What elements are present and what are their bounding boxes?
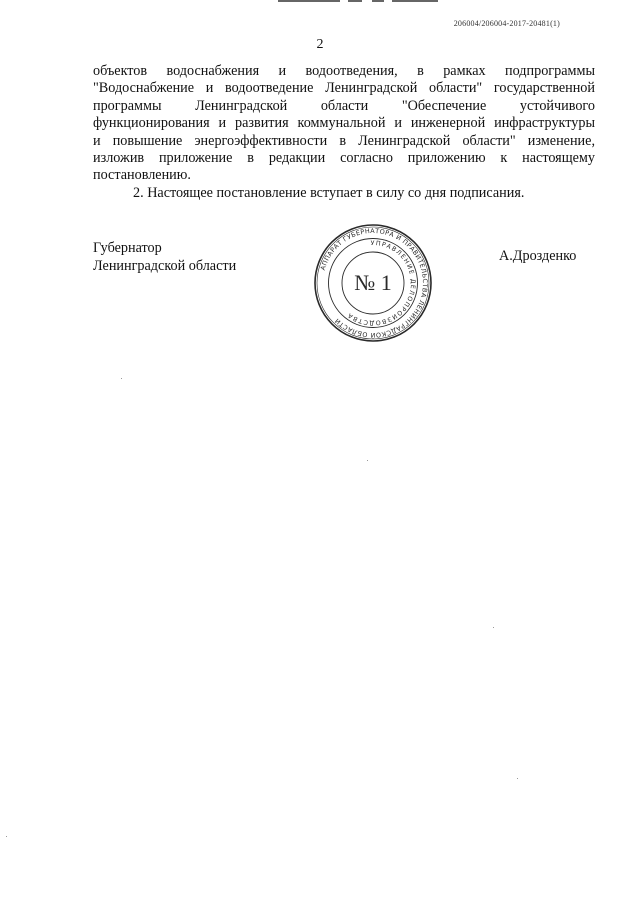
paragraph-1-line: и повышение энергоэффективности в Ленинградской области" изменение, (93, 132, 595, 149)
paragraph-1-line: изложив приложение в редакции согласно приложению к настоящему (93, 149, 595, 166)
page-number: 2 (316, 37, 324, 52)
signatory-position (93, 239, 236, 275)
stamp-center-number: № 1 (354, 270, 392, 295)
document-id: 206004/206004-2017-20481(1) (453, 19, 560, 28)
stamp-inner-text: УПРАВЛЕНИЕ ДЕЛОПРОИЗВОДСТВА (345, 239, 417, 327)
paragraph-1-line: программы Ленинградской области "Обеспечение устойчивого (93, 97, 595, 114)
scan-edge-mark (278, 0, 438, 5)
official-stamp (312, 222, 434, 344)
paragraph-1-line: функционирования и развития коммунальной и инженерной инфраструктуры (93, 115, 595, 132)
paragraph-1-line: постановлению. (93, 167, 191, 184)
signatory-name: А.Дрозденко (499, 248, 577, 264)
paragraph-2: 2. Настоящее постановление вступает в силу со дня подписания. (133, 185, 525, 201)
scan-speck (517, 778, 518, 779)
signatory-position-line: Ленинградской области (93, 258, 237, 274)
scan-speck (6, 836, 7, 837)
scan-speck (493, 627, 494, 628)
paragraph-1-line: "Водоснабжение и водоотведение Ленинградской области" государственной (93, 80, 595, 97)
signatory-position-line: Губернатор (93, 240, 162, 256)
paragraph-1-line: объектов водоснабжения и водоотведения, в рамках подпрограммы (93, 63, 595, 79)
scan-speck (367, 460, 368, 461)
scan-speck (121, 378, 122, 379)
paragraph-1 (93, 63, 595, 185)
stamp-outer-text: АППАРАТ ГУБЕРНАТОРА И ПРАВИТЕЛЬСТВА ЛЕНИНГРАДСКОЙ ОБЛАСТИ (318, 226, 430, 340)
